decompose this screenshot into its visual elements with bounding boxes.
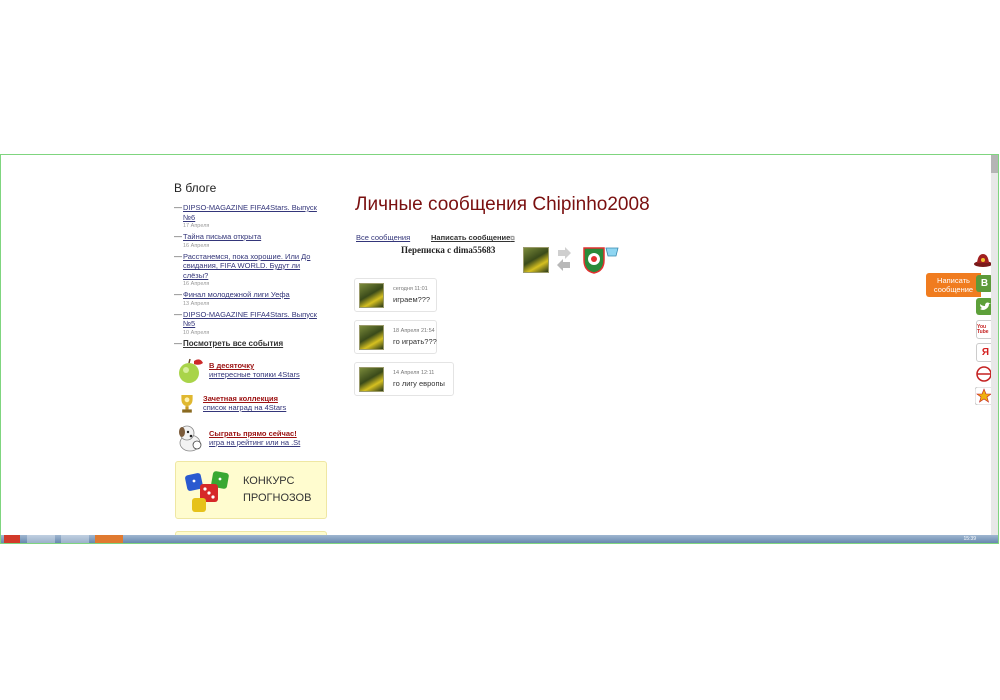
- message-item[interactable]: [354, 278, 437, 312]
- promo-subtitle[interactable]: интересные топики 4Stars: [209, 370, 300, 379]
- sheriff-hat-icon[interactable]: [973, 250, 993, 270]
- message-text: го лигу европы: [393, 379, 445, 388]
- list-item: — Посмотреть все события: [174, 338, 284, 348]
- yandex-icon[interactable]: Я: [976, 343, 995, 362]
- blog-news-list: [174, 203, 324, 351]
- message-text: играем???: [393, 295, 431, 304]
- promo-title[interactable]: В десяточку: [209, 361, 255, 370]
- news-link[interactable]: Финал молодежной лиги Уефа: [183, 290, 290, 299]
- promo-collection[interactable]: [175, 388, 286, 418]
- scrollbar-thumb[interactable]: [991, 155, 998, 173]
- news-link[interactable]: DIPSO-MAGAZINE FIFA4Stars. Выпуск №5: [183, 309, 317, 328]
- external-link-icon: ⧉: [510, 236, 515, 242]
- list-item: — Финал молодежной лиги Уефа 13 Апреля: [174, 290, 290, 307]
- list-item: — Расстанемся, пока хорошие. Или До свидания, FIFA WORLD. Будут ли слёзы? 16 Апреля: [174, 252, 324, 289]
- promo-subtitle[interactable]: игра на рейтинг или на .St: [209, 438, 301, 447]
- predictions-contest-banner[interactable]: [175, 461, 327, 519]
- browser-viewport: [0, 154, 999, 544]
- avatar[interactable]: [359, 325, 384, 350]
- taskbar-item[interactable]: [27, 535, 55, 544]
- youtube-icon[interactable]: You Tube: [976, 320, 995, 339]
- contest-label[interactable]: КОНКУРС ПРОГНОЗОВ: [243, 475, 312, 504]
- news-date: 10 Апреля: [183, 329, 210, 336]
- avatar[interactable]: [359, 367, 384, 392]
- message-item[interactable]: [354, 362, 454, 396]
- promo-top-topics[interactable]: [175, 355, 300, 385]
- news-date: 13 Апреля: [183, 300, 210, 307]
- trophy-icon: [175, 388, 199, 418]
- promo-subtitle[interactable]: список наград на 4Stars: [203, 403, 287, 412]
- page-title: Личные сообщения Chipinho2008: [355, 194, 650, 215]
- tab-write-label[interactable]: Написать сообщение: [431, 233, 511, 242]
- apple-icon: [175, 355, 205, 385]
- taskbar-item[interactable]: [61, 535, 89, 544]
- news-link[interactable]: DIPSO-MAGAZINE FIFA4Stars. Выпуск №6: [183, 203, 317, 222]
- message-date: 14 Апреля 12:11: [393, 370, 435, 376]
- swap-arrows-icon: [556, 247, 572, 271]
- avatar[interactable]: [359, 283, 384, 308]
- promo-play-now[interactable]: [175, 423, 300, 453]
- dog-mascot-icon: [175, 423, 205, 453]
- message-text: го играть???: [393, 337, 437, 346]
- news-date: 17 Апреля: [183, 223, 210, 229]
- list-item: — DIPSO-MAGAZINE FIFA4Stars. Выпуск №5 10 Апреля: [174, 310, 324, 337]
- blog-heading: В блоге: [174, 181, 217, 195]
- message-date: сегодня 11:01: [393, 286, 428, 292]
- page-scrollbar[interactable]: [991, 155, 998, 535]
- bird-icon: [979, 302, 991, 312]
- taskbar-item[interactable]: [95, 535, 123, 544]
- message-date: 18 Апреля 21:54: [393, 328, 435, 334]
- list-item: — Тайна письма открыта 16 Апреля: [174, 232, 262, 249]
- taskbar: [1, 535, 999, 544]
- message-item[interactable]: [354, 320, 437, 354]
- club-logo-icon: [580, 244, 620, 274]
- message-tabs: [356, 233, 515, 242]
- avatar[interactable]: [523, 247, 549, 273]
- all-events-link[interactable]: Посмотреть все события: [183, 338, 284, 348]
- news-date: 16 Апреля: [183, 242, 210, 249]
- promo-title[interactable]: Зачетная коллекция: [203, 394, 278, 403]
- correspondence-title: Переписка с dima55683: [401, 245, 496, 255]
- news-link[interactable]: Расстанемся, пока хорошие. Или До свидания, FIFA WORLD. Будут ли слёзы?: [183, 251, 311, 280]
- vk-icon[interactable]: В: [976, 275, 993, 292]
- news-date: 16 Апреля: [183, 281, 210, 287]
- tab-all-messages[interactable]: Все сообщения: [356, 233, 411, 242]
- list-item: — DIPSO-MAGAZINE FIFA4Stars. Выпуск №6 17 Апреля: [174, 203, 324, 230]
- promo-title[interactable]: Сыграть прямо сейчас!: [209, 429, 297, 438]
- dice-icon: [182, 468, 238, 514]
- news-link[interactable]: Тайна письма открыта: [183, 232, 262, 241]
- taskbar-clock[interactable]: 15:39: [963, 536, 976, 542]
- feedback-button[interactable]: Написать сообщение: [926, 273, 981, 297]
- start-icon[interactable]: [4, 535, 20, 544]
- tab-write-message[interactable]: [431, 233, 515, 243]
